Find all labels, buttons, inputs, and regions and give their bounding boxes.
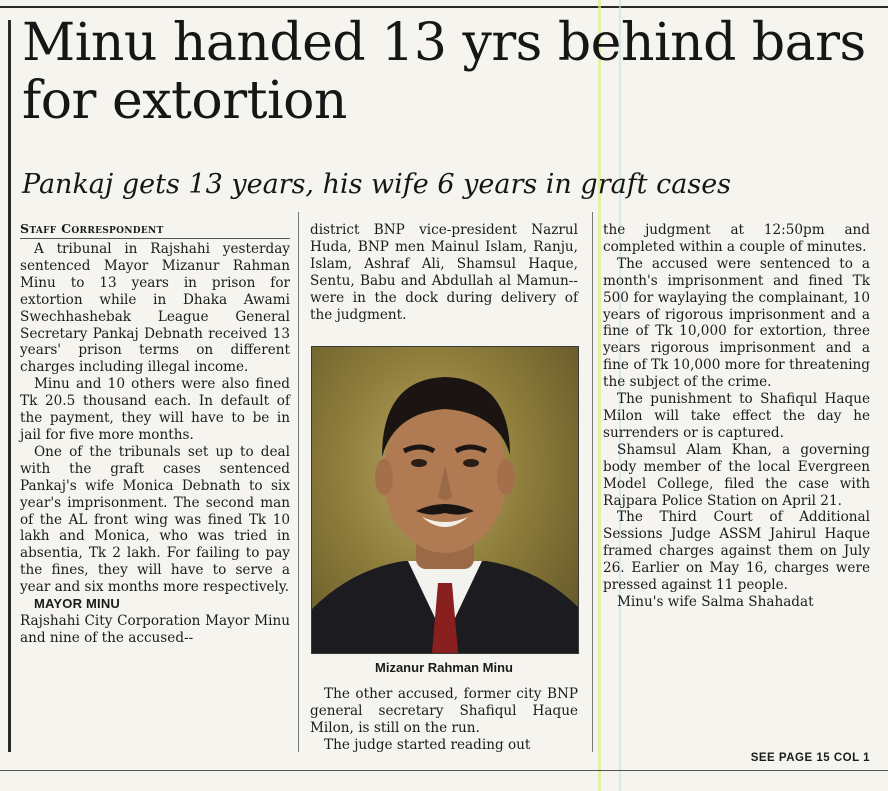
jump-line: SEE PAGE 15 COL 1 [750,752,870,764]
portrait-photo [311,346,579,654]
paragraph: Shamsul Alam Khan, a governing body member of the local Evergreen Model College, filed the case with Rajpara Police Station on April 21. [603,441,870,509]
top-rule [0,6,888,8]
paragraph: Minu and 10 others were also fined Tk 20.5 thousand each. In default of the payment, they will have to be in jail for five more months. [20,376,290,443]
article-column-1 [20,241,290,647]
photo-caption: Mizanur Rahman Minu [375,660,513,675]
column-rule-2 [592,212,593,752]
headline: Minu handed 13 yrs behind bars for extortion [22,13,866,131]
bottom-rule [0,770,888,771]
section-heading: MAYOR MINU [34,596,121,612]
paragraph: One of the tribunals set up to deal with the graft cases sentenced Pankaj's wife Monica Debnath to six year's imprisonment. The second man of the AL front wing was fined Tk 10 lakh and Monica, who was tried in absentia, Tk 2 lakh. For failing to pay the fines, they will have to serve a year and six months more respectively. [20,443,290,596]
paragraph: The other accused, former city BNP general secretary Shafiqul Haque Milon, is still on the run. [310,686,578,736]
left-margin-rule [8,20,11,752]
article-column-2-bottom [310,686,578,754]
portrait-illustration [312,347,578,653]
byline: Staff Correspondent [20,221,290,239]
column-rule-1 [298,212,299,752]
article-column-2 [310,222,578,323]
paragraph: Rajshahi City Corporation Mayor Minu and nine of the accused-- [20,612,290,646]
paragraph: The Third Court of Additional Sessions Judge ASSM Jahirul Haque framed charges against them on July 26. Earlier on May 16, charges were pressed against 11 people. [603,509,870,594]
paragraph: The judge started reading out [324,736,531,753]
paragraph: the judgment at 12:50pm and completed within a couple of minutes. [603,222,870,255]
paragraph: Minu's wife Salma Shahadat [617,593,814,610]
subheadline: Pankaj gets 13 years, his wife 6 years in graft cases [22,169,732,200]
paragraph: The accused were sentenced to a month's imprisonment and fined Tk 500 for waylaying the complainant, 10 years of rigorous imprisonment and a fine of Tk 10,000 for extortion, three years rigorous imprisonment and a fine of Tk 10,000 more for threatening the subject of the crime. [603,255,870,391]
paragraph: district BNP vice-president Nazrul Huda, BNP men Mainul Islam, Ranju, Islam, Ashraf Ali, Shamsul Haque, Sentu, Babu and Abdullah al Mamun--were in the dock during delivery of the judgment. [310,222,578,323]
article-column-3 [603,222,870,611]
paragraph: A tribunal in Rajshahi yesterday sentenced Mayor Mizanur Rahman Minu to 13 years in prison for extortion while in Dhaka Awami Swechhashebak League General Secretary Pankaj Debnath received 13 years' prison terms on different charges including illegal income. [20,241,290,376]
paragraph: The punishment to Shafiqul Haque Milon will take effect the day he surrenders or is captured. [603,391,870,441]
